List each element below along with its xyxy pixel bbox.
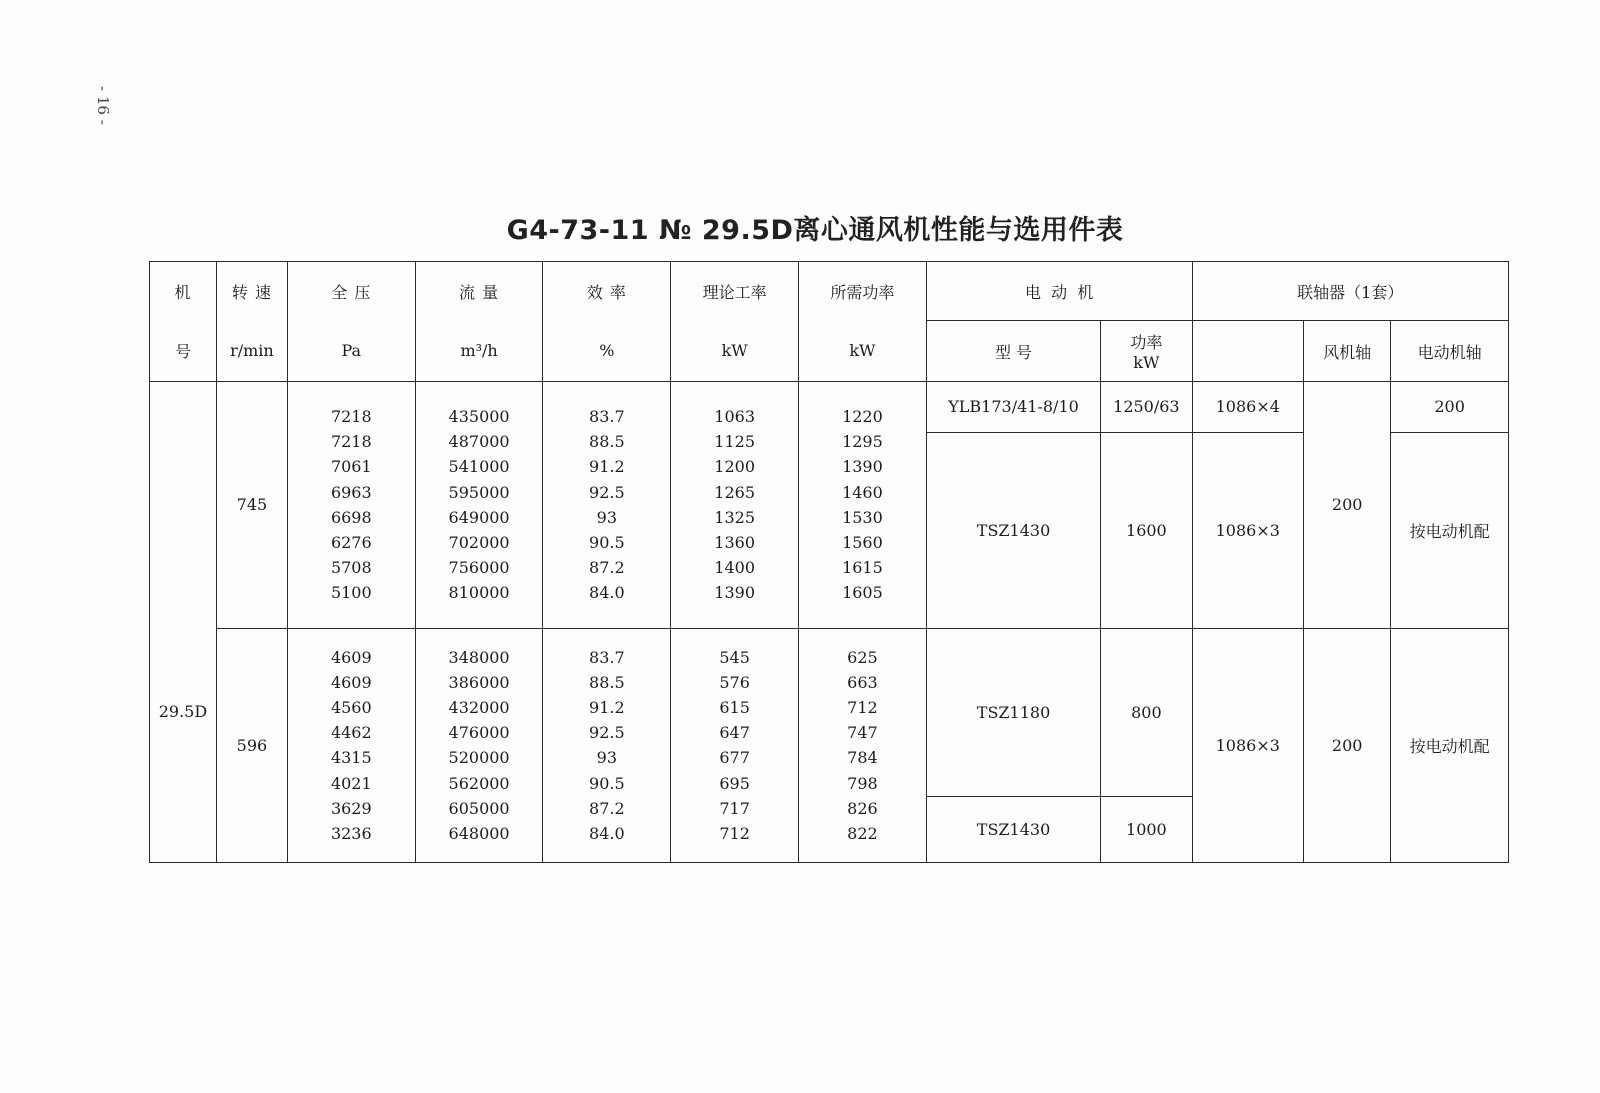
group1-motor-shaft-b: 按电动机配 (1391, 432, 1509, 628)
header-coupling: 联轴器（1套） (1192, 262, 1508, 321)
group1-motor-b-power: 1600 (1101, 432, 1192, 628)
group1-efficiency-list: 83.7 88.5 91.2 92.5 93 90.5 87.2 84.0 (543, 382, 671, 629)
header-flow: 流 量 (415, 262, 543, 321)
group1-pressure-list: 7218 7218 7061 6963 6698 6276 5708 5100 (287, 382, 415, 629)
header-coupling-spec (1192, 321, 1304, 382)
header-theory-power: 理论工率 (671, 262, 799, 321)
group1-motor-a-model: YLB173/41-8/10 (926, 382, 1100, 433)
header-motor-model: 型 号 (926, 321, 1100, 382)
group1-motor-b-model: TSZ1430 (926, 432, 1100, 628)
group1-coupling-b: 1086×3 (1192, 432, 1304, 628)
header-speed: 转 速 (216, 262, 287, 321)
group2-theory-power-list: 545 576 615 647 677 695 717 712 (671, 628, 799, 862)
group2-pressure-list: 4609 4609 4560 4462 4315 4021 3629 3236 (287, 628, 415, 862)
group2-motor-b-power: 1000 (1101, 796, 1192, 862)
machine-no-cell: 29.5D (150, 382, 217, 863)
header-req-power: 所需功率 (799, 262, 927, 321)
group1-theory-power-list: 1063 1125 1200 1265 1325 1360 1400 1390 (671, 382, 799, 629)
header-fan-shaft: 风机轴 (1304, 321, 1391, 382)
group2-coupling: 1086×3 (1192, 628, 1304, 862)
header-theory-power-unit: kW (671, 321, 799, 382)
header-speed-unit: r/min (216, 321, 287, 382)
group2-motor-a-power: 800 (1101, 628, 1192, 796)
group2-motor-b-model: TSZ1430 (926, 796, 1100, 862)
group1-speed: 745 (216, 382, 287, 629)
header-row-2 (150, 321, 1509, 382)
group2-row-a (150, 628, 1509, 796)
header-efficiency: 效 率 (543, 262, 671, 321)
group1-row-a (150, 382, 1509, 433)
group1-fan-shaft: 200 (1304, 382, 1391, 629)
table-title: G4-73-11 № 29.5D离心通风机性能与选用件表 (506, 215, 1124, 246)
header-pressure-unit: Pa (287, 321, 415, 382)
page-number: - 16 - (94, 86, 112, 125)
group1-motor-a-power: 1250/63 (1101, 382, 1192, 433)
group1-flow-list: 435000 487000 541000 595000 649000 702000 756000 810000 (415, 382, 543, 629)
header-req-power-unit: kW (799, 321, 927, 382)
header-row-1 (150, 262, 1509, 321)
header-efficiency-unit: % (543, 321, 671, 382)
group2-motor-shaft: 按电动机配 (1391, 628, 1509, 862)
header-motor: 电 动 机 (926, 262, 1192, 321)
group2-flow-list: 348000 386000 432000 476000 520000 562000 605000 648000 (415, 628, 543, 862)
header-machine-no: 机 (150, 262, 217, 321)
performance-table (149, 261, 1509, 863)
header-pressure: 全 压 (287, 262, 415, 321)
group2-efficiency-list: 83.7 88.5 91.2 92.5 93 90.5 87.2 84.0 (543, 628, 671, 862)
group1-coupling-a: 1086×4 (1192, 382, 1304, 433)
group2-req-power-list: 625 663 712 747 784 798 826 822 (799, 628, 927, 862)
header-flow-unit: m³/h (415, 321, 543, 382)
header-motor-power: 功率 kW (1101, 321, 1192, 382)
group2-speed: 596 (216, 628, 287, 862)
group1-motor-shaft-a: 200 (1391, 382, 1509, 433)
group2-motor-a-model: TSZ1180 (926, 628, 1100, 796)
header-machine-no-sub: 号 (150, 321, 217, 382)
group1-req-power-list: 1220 1295 1390 1460 1530 1560 1615 1605 (799, 382, 927, 629)
group2-fan-shaft: 200 (1304, 628, 1391, 862)
header-motor-shaft: 电动机轴 (1391, 321, 1509, 382)
